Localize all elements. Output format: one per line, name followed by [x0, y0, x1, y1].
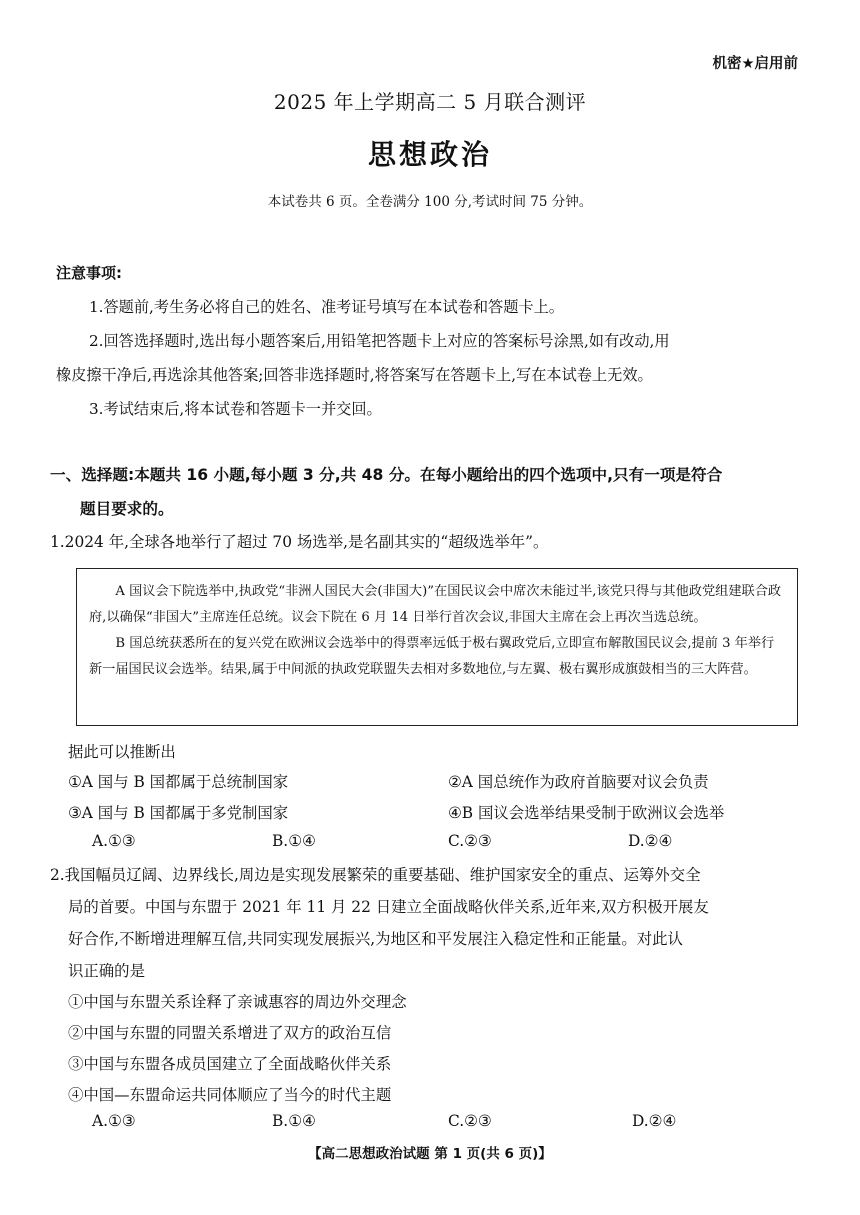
- question-1-material-paragraph: A 国议会下院选举中,执政党“非洲人国民大会(非国大)”在国民议会中席次未能过半,该党只得与其他政党组建联合政府,以确保“非国大”主席连任总统。议会下院在 6 月 14 日举行首次会议,非国大主席在会上再次当选总统。: [89, 584, 782, 625]
- question-1-choice-b: B.①④: [272, 832, 316, 850]
- question-1-choice-d: D.②④: [628, 832, 673, 850]
- question-2-statement-2: ②中国与东盟的同盟关系增进了双方的政治互信: [68, 1024, 392, 1042]
- notice-heading: 注意事项:: [56, 264, 122, 282]
- question-1-statement-3: ③A 国与 B 国都属于多党制国家: [68, 804, 289, 822]
- question-1-material-paragraph: B 国总统获悉所在的复兴党在欧洲议会选举中的得票率远低于极右翼政党后,立即宣布解散国民议会,提前 3 年举行新一届国民议会选举。结果,属于中间派的执政党联盟失去相对多数地位,与左翼、极右翼形成旗鼓相当的三大阵营。: [89, 636, 775, 677]
- question-1-choice-c: C.②③: [448, 832, 492, 850]
- page-footer: 【高二思想政治试题 第 1 页(共 6 页)】: [308, 1146, 552, 1162]
- question-1-prompt: 据此可以推断出: [68, 743, 176, 761]
- exam-info: 本试卷共 6 页。全卷满分 100 分,考试时间 75 分钟。: [267, 194, 593, 210]
- question-1-stem: 1.2024 年,全球各地举行了超过 70 场选举,是名副其实的“超级选举年”。: [50, 533, 549, 551]
- question-2-statement-3: ③中国与东盟各成员国建立了全面战略伙伴关系: [68, 1055, 392, 1073]
- question-1-statement-1: ①A 国与 B 国都属于总统制国家: [68, 773, 289, 791]
- question-2-choice-c: C.②③: [448, 1112, 492, 1130]
- question-1-choice-a: A.①③: [92, 832, 136, 850]
- question-1-statement-2: ②A 国总统作为政府首脑要对议会负责: [448, 773, 709, 791]
- section-heading-line2: 题目要求的。: [80, 500, 174, 518]
- question-2-statement-4: ④中国—东盟命运共同体顺应了当今的时代主题: [68, 1086, 392, 1104]
- question-2-stem-line1: 2.我国幅员辽阔、边界线长,周边是实现发展繁荣的重要基础、维护国家安全的重点、运筹外交全: [50, 866, 701, 884]
- question-1-statement-4: ④B 国议会选举结果受制于欧洲议会选举: [448, 804, 725, 822]
- question-2-stem-line3: 好合作,不断增进理解互信,共同实现发展振兴,为地区和平发展注入稳定性和正能量。对此认: [68, 930, 683, 948]
- notice-item-2-line2: 橡皮擦干净后,再选涂其他答案;回答非选择题时,将答案写在答题卡上,写在本试卷上无效。: [56, 366, 653, 384]
- question-2-choice-d: D.②④: [632, 1112, 677, 1130]
- exam-title: 2025 年上学期高二 5 月联合测评: [273, 90, 587, 114]
- question-2-choice-a: A.①③: [92, 1112, 136, 1130]
- section-heading-line1: 一、选择题:本题共 16 小题,每小题 3 分,共 48 分。在每小题给出的四个选项中,只有一项是符合: [50, 466, 723, 484]
- question-2-statement-1: ①中国与东盟关系诠释了亲诚惠容的周边外交理念: [68, 993, 407, 1011]
- notice-item-3: 3.考试结束后,将本试卷和答题卡一并交回。: [89, 400, 382, 418]
- notice-item-2-line1: 2.回答选择题时,选出每小题答案后,用铅笔把答题卡上对应的答案标号涂黑,如有改动,用: [89, 332, 670, 350]
- question-2-stem-line4: 识正确的是: [68, 962, 145, 980]
- subject-title: 思想政治: [367, 138, 492, 171]
- question-1-material-box: [76, 568, 798, 726]
- confidential-label: 机密★启用前: [712, 56, 798, 72]
- notice-item-1: 1.答题前,考生务必将自己的姓名、准考证号填写在本试卷和答题卡上。: [89, 298, 564, 316]
- question-2-choice-b: B.①④: [272, 1112, 316, 1130]
- question-2-stem-line2: 局的首要。中国与东盟于 2021 年 11 月 22 日建立全面战略伙伴关系,近年来,双方积极开展友: [68, 898, 709, 916]
